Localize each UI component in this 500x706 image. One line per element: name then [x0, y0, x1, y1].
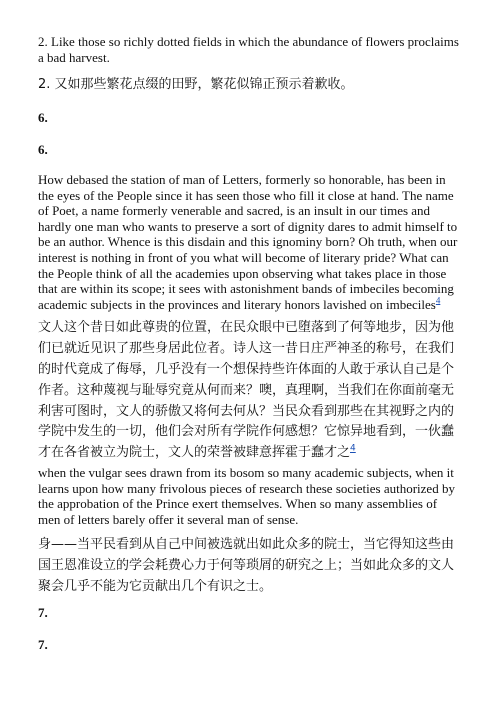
paragraph-2-english: 2. Like those so richly dotted fields in which the abundance of flowers proclaims a bad harvest.: [38, 34, 459, 65]
footnote-link-4-english[interactable]: 4: [435, 295, 441, 306]
footnote-link-4-chinese[interactable]: 4: [350, 443, 356, 454]
paragraph-6-english: [38, 172, 462, 312]
paragraph-6-chinese: [38, 318, 462, 464]
paragraph-2-chinese: 2. 又如那些繁花点缀的田野，繁花似锦正预示着歉收。: [38, 77, 354, 93]
paragraph-6-continued-english: when the vulgar sees drawn from its bosom so many academic subjects, when it learns upon how many frivolous pieces of research these societies authorized by the approbation of the Prince exert themselves. When so many assemblies of men of letters barely offer it several man of sense.: [38, 464, 455, 527]
paragraph-6-english-text: How debased the station of man of Letters, formerly so honorable, has been in the eyes of the People since it has seen those who fill it close at hand. The name of Poet, a name formerly venerable and sacred, is an insult in our times and hardly one man who wants to preserve a sort of dignity dares to admit himself to be an author. Whence is this disdain and this ignominy born? Oh truth, when our interest is nothing in front of you what will become of literary pride? What can the People think of all the academies upon observing what takes place in those that are within its scope; it sees with astonishment bands of imbeciles becoming academic subjects in the provinces and literary honors lavished on imbeciles: [38, 171, 458, 312]
section-number-7-chinese: 7.: [38, 636, 48, 652]
section-number-6-chinese: 6.: [38, 141, 48, 157]
section-number-7-english: 7.: [38, 604, 48, 620]
paragraph-6-continued-chinese: 身——当平民看到从自己中间被选就出如此众多的院士，当它得知这些由国王恩准设立的学会耗费心力于何等琐屑的研究之上；当如此众多的文人聚会几乎不能为它贡献出几个有识之士。: [38, 537, 455, 594]
paragraph-6-chinese-text: 文人这个昔日如此尊贵的位置，在民众眼中已堕落到了何等地步，因为他们已就近见识了那些身居此位者。诗人这一昔日庄严神圣的称号，在我们的时代竟成了侮辱，几乎没有一个想保持些许体面的人敢于承认自己是个作者。这种蔑视与耻辱究竟从何而来？噢，真理啊，当我们在你面前毫无利害可图时，文人的骄傲又将何去何从？当民众看到那些在其视野之内的学院中发生的一切，他们会对所有学院作何感想？它惊异地看到，一伙蠢才在各省被立为院士，文人的荣誉被肆意挥霍于蠢才之: [38, 320, 455, 461]
section-number-6-english: 6.: [38, 109, 48, 125]
